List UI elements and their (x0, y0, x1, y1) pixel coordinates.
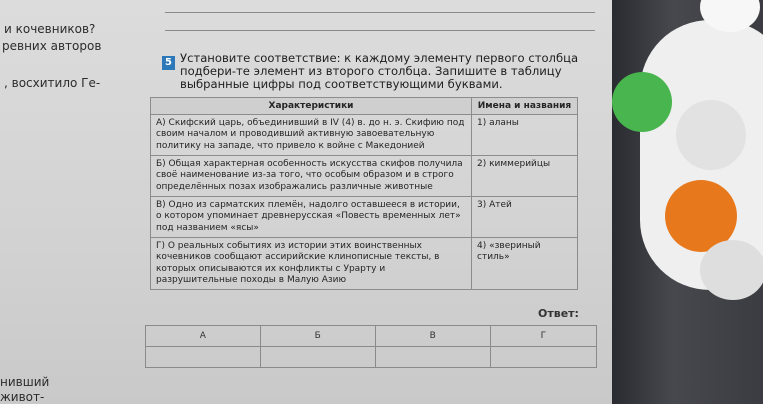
answer-cell-b[interactable] (260, 347, 375, 368)
writing-line (165, 30, 595, 31)
left-text-line: , восхитило Ге- (4, 76, 101, 90)
spinner-knob-white (676, 100, 746, 170)
left-text-line: нивший (0, 375, 50, 389)
left-text-line: живот- (0, 390, 45, 404)
column-header: Имена и названия (472, 98, 578, 115)
characteristic-cell: В) Одно из сарматских племён, надолго оставшееся в истории, о котором упоминает древнерусская «Повесть временных лет» под названием «ясы» (151, 197, 472, 238)
answer-column-header: А (146, 326, 261, 347)
answer-table (145, 325, 597, 368)
answer-cell-g[interactable] (490, 347, 596, 368)
table-row (151, 115, 578, 156)
answer-column-header: В (375, 326, 490, 347)
answer-label: Ответ: (538, 307, 579, 320)
name-cell: 1) аланы (472, 115, 578, 156)
table-row (151, 197, 578, 238)
name-cell: 2) киммерийцы (472, 156, 578, 197)
answer-cell-a[interactable] (146, 347, 261, 368)
matching-table (150, 97, 578, 290)
characteristic-cell: Б) Общая характерная особенность искусства скифов получила своё наименование из-за того, что особым образом и в строго определённых позах изображались различные животные (151, 156, 472, 197)
left-text-line: и кочевников? (4, 22, 96, 36)
column-header: Характеристики (151, 98, 472, 115)
characteristic-cell: А) Скифский царь, объединивший в IV (4) в. до н. э. Скифию под своим началом и проводивший активную завоевательную политику на западе, что привело к войне с Македонией (151, 115, 472, 156)
name-cell: 3) Атей (472, 197, 578, 238)
writing-line (165, 12, 595, 13)
answer-column-header: Г (490, 326, 596, 347)
task-instruction: Установите соответствие: к каждому элементу первого столбца подбери-те элемент из второго столбца. Запишите в таблицу выбранные цифры под соответствующими буквами. (180, 51, 579, 91)
answer-column-header: Б (260, 326, 375, 347)
task-number-badge: 5 (162, 56, 175, 70)
table-row (151, 156, 578, 197)
table-row (151, 238, 578, 290)
spinner-knob-green (612, 72, 672, 132)
answer-cell-v[interactable] (375, 347, 490, 368)
left-text-line: ревних авторов (2, 39, 102, 53)
name-cell: 4) «звериный стиль» (472, 238, 578, 290)
spinner-knob-white-bottom (700, 240, 763, 300)
characteristic-cell: Г) О реальных событиях из истории этих воинственных кочевников сообщают ассирийские клинописные тексты, в которых описываются их конфликты с Урарту и разрушительные походы в Малую Азию (151, 238, 472, 290)
